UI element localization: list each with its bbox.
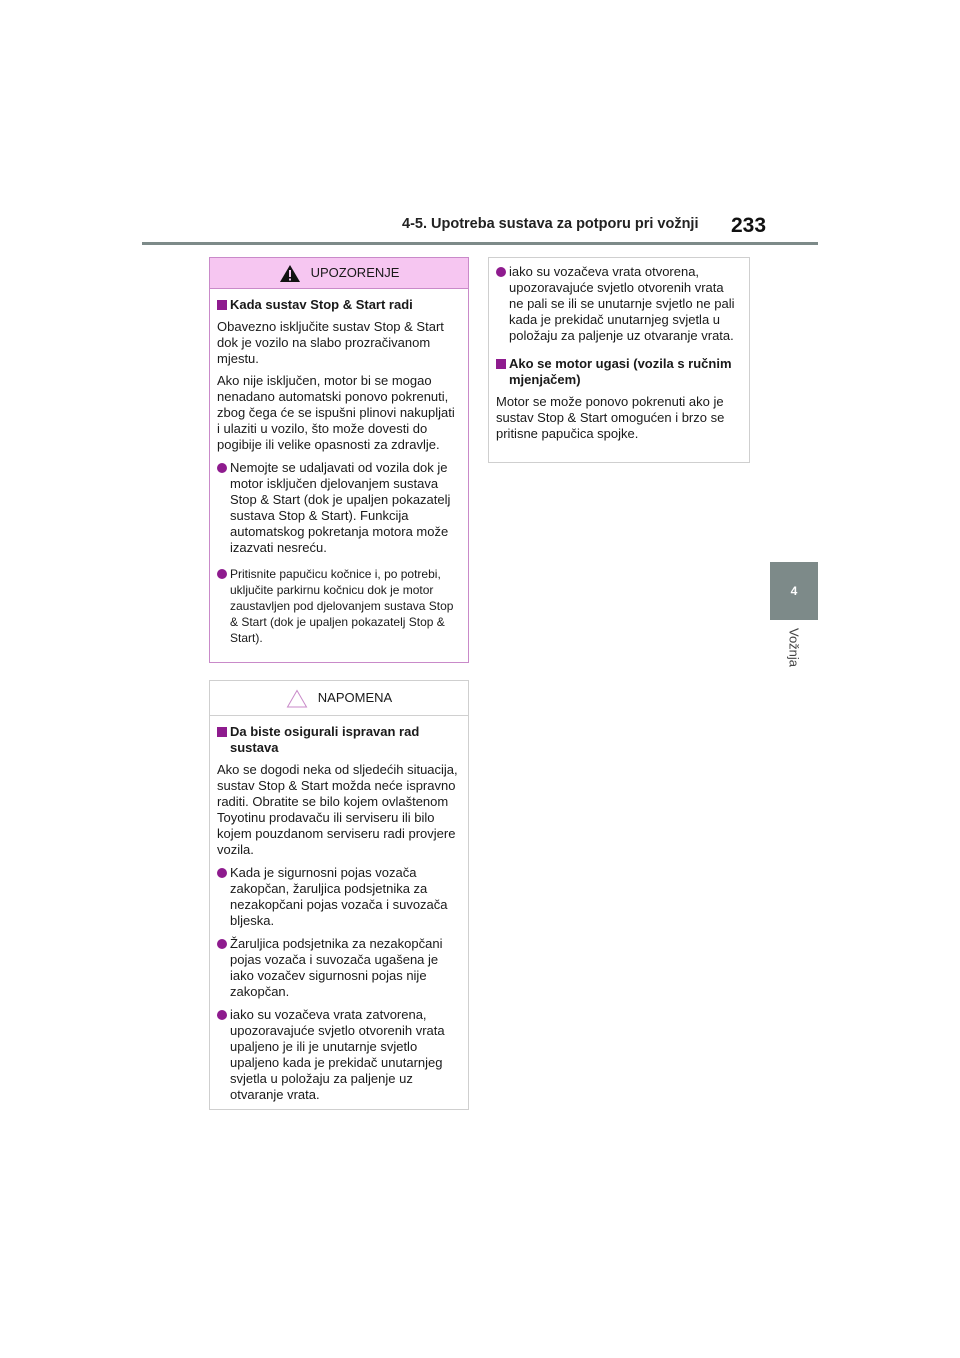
warning-box <box>209 257 469 663</box>
continued-paragraph: Motor se može ponovo pokrenuti ako je sustav Stop & Start omogućen i brzo se pritisne papučica spojke. <box>496 394 725 441</box>
header-rule <box>142 242 818 245</box>
warning-bullet: Pritisnite papučicu kočnice i, po potrebi, uključite parkirnu kočnicu dok je motor zaustavljen pod djelovanjem sustava Stop & Start (dok je upaljen pokazatelj Stop & Start). <box>217 566 460 646</box>
chapter-number: 4 <box>790 584 798 598</box>
warning-bullet: Nemojte se udaljavati od vozila dok je motor isključen djelovanjem sustava Stop & Start (dok je upaljen pokazatelj sustava Stop & Start). Funkcija automatskog pokretanja motora može izazvati nesreću. <box>217 460 460 556</box>
bullet-dot-icon <box>217 463 227 473</box>
bullet-dot-icon <box>217 868 227 878</box>
notice-bullet: iako su vozačeva vrata otvorena, upozoravajuće svjetlo otvorenih vrata ne pali se ili se unutarnje svjetlo ne pali kada je prekidač unutarnjeg svjetla u položaju za paljenje uz otvaranje vrata. <box>496 264 741 344</box>
warning-paragraph: Ako nije isključen, motor bi se mogao nenadano automatski ponovo pokrenuti, zbog čega će se ispušni plinovi nakupljati i ulaziti u vozilo, što može dovesti do pogibije ili velike opasnosti za zdravlje. <box>217 373 455 452</box>
warning-paragraph: Obavezno isključite sustav Stop & Start dok je vozilo na slabo prozračivanom mjestu. <box>217 319 444 366</box>
chapter-tab <box>770 562 818 620</box>
section-square-icon <box>217 727 227 737</box>
bullet-dot-icon <box>217 569 227 579</box>
notice-box-header <box>210 681 468 716</box>
section-square-icon <box>496 359 506 369</box>
notice-heading: NAPOMENA <box>317 690 393 705</box>
bullet-dot-icon <box>496 267 506 277</box>
section-square-icon <box>217 300 227 310</box>
section-header-title: 4-5. Upotreba sustava za potporu pri vožnji <box>402 216 699 232</box>
notice-bullet: Kada je sigurnosni pojas vozača zakopčan, žaruljica podsjetnika za nezakopčani pojas vozača i suvozača bljeska. <box>217 865 460 929</box>
notice-bullet: iako su vozačeva vrata zatvorena, upozoravajuće svjetlo otvorenih vrata upaljeno je ili je unutarnje svjetlo upaljeno kada je prekidač unutarnjeg svjetla u položaju za paljenje uz otvaranje vrata. <box>217 1007 460 1103</box>
page-number: 233 <box>731 214 767 237</box>
warning-section-title: Kada sustav Stop & Start radi <box>217 297 460 313</box>
bullet-dot-icon <box>217 1010 227 1020</box>
warning-triangle-icon <box>279 264 301 283</box>
notice-box <box>209 680 469 1110</box>
notice-paragraph: Ako se dogodi neka od sljedećih situacija, sustav Stop & Start možda neće ispravno raditi. Obratite se bilo kojem ovlaštenom Toyotinu prodavaču ili serviseru ili bilo kojem pouzdanom serviseru radi provjere vozila. <box>217 762 458 857</box>
bullet-dot-icon <box>217 939 227 949</box>
chapter-label: Vožnja <box>786 628 802 668</box>
warning-box-header <box>210 258 468 289</box>
notice-bullet: Žaruljica podsjetnika za nezakopčani pojas vozača i suvozača ugašena je iako vozačev sigurnosni pojas nije zakopčan. <box>217 936 460 1000</box>
continued-section-title: Ako se motor ugasi (vozila s ručnim mjenjačem) <box>496 356 741 388</box>
caution-outline-icon <box>286 689 308 708</box>
warning-heading: UPOZORENJE <box>310 265 400 280</box>
notice-continued-box <box>488 257 750 463</box>
notice-section-title: Da biste osigurali ispravan rad sustava <box>217 724 460 756</box>
